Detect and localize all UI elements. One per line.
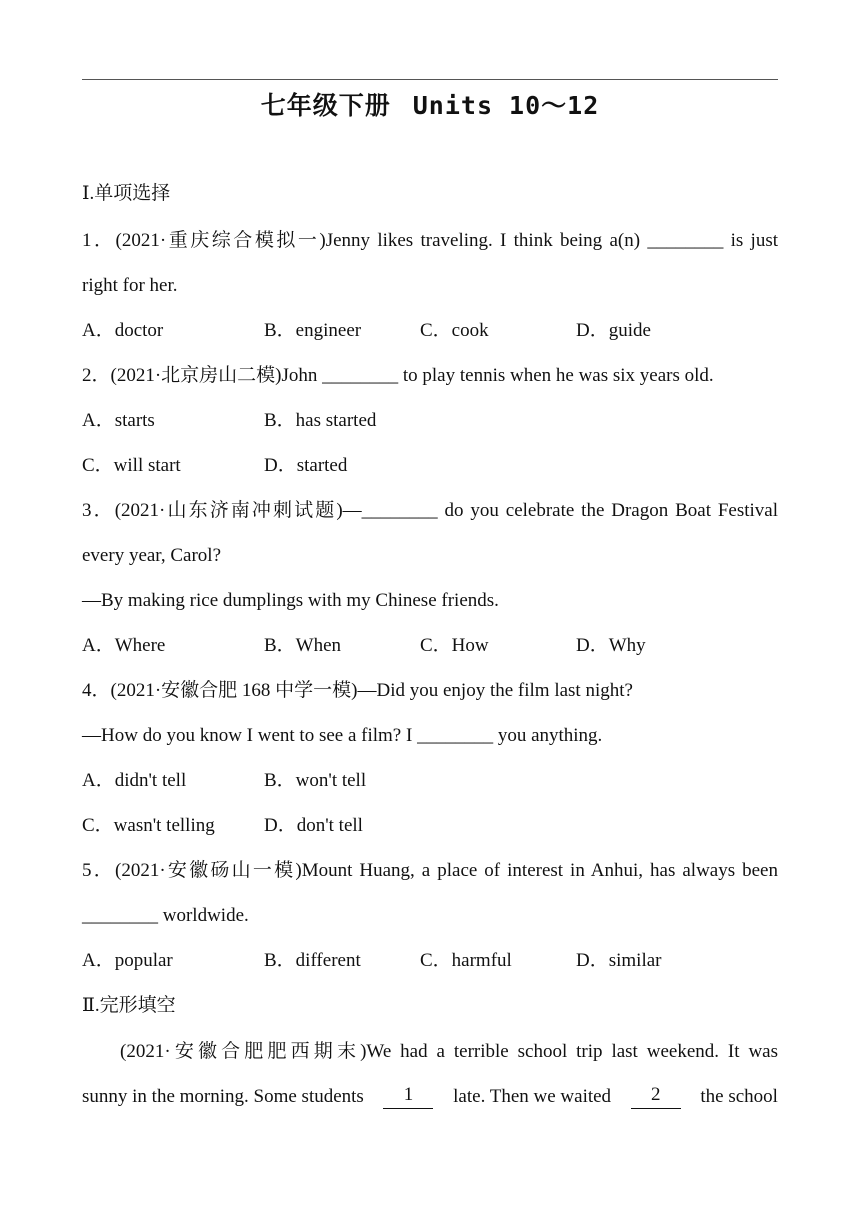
q5-stem-line1: 5．(2021·安徽砀山一模)Mount Huang, a place of interest in Anhui, has always been	[82, 860, 778, 881]
q1-stem-line2: right for her.	[82, 275, 178, 296]
q5-option-d[interactable]: D．similar	[576, 950, 662, 971]
q4-stem-line2: —How do you know I went to see a film? I ________ you anything.	[82, 725, 603, 746]
q2-stem-line1: 2．(2021·北京房山二模)John ________ to play tennis when he was six years old.	[82, 365, 714, 386]
q5-option-a[interactable]: A．popular	[82, 950, 173, 971]
cloze-text-a: sunny in the morning. Some students	[82, 1086, 364, 1107]
cloze-text-c: the school	[700, 1086, 778, 1107]
q2-option-a[interactable]: A．starts	[82, 410, 155, 431]
q4-option-c[interactable]: C．wasn't telling	[82, 815, 215, 836]
q3-option-a[interactable]: A．Where	[82, 635, 166, 656]
q1-option-c[interactable]: C．cook	[420, 320, 489, 341]
title-units: Units 10～12	[412, 91, 600, 120]
q3-stem-line3: —By making rice dumplings with my Chinese friends.	[82, 590, 499, 611]
q4-option-a[interactable]: A．didn't tell	[82, 770, 187, 791]
q4-option-d[interactable]: D．don't tell	[264, 815, 363, 836]
q3-option-c[interactable]: C．How	[420, 635, 489, 656]
q3-stem-line2: every year, Carol?	[82, 545, 222, 566]
q4-stem-line1: 4．(2021·安徽合肥 168 中学一模)—Did you enjoy the film last night?	[82, 680, 633, 701]
q5-option-c[interactable]: C．harmful	[420, 950, 512, 971]
cloze-paragraph-line2	[82, 1085, 778, 1109]
q5-stem-line2: ________ worldwide.	[82, 905, 249, 926]
cloze-text-b: late. Then we waited	[453, 1086, 612, 1107]
q1-option-b[interactable]: B．engineer	[264, 320, 362, 341]
q3-stem-line1: 3．(2021·山东济南冲刺试题)—________ do you celebrate the Dragon Boat Festival	[82, 500, 778, 521]
cloze-blank-2[interactable]: 2	[631, 1085, 681, 1109]
q2-option-d[interactable]: D．started	[264, 455, 348, 476]
title-chinese: 七年级下册	[260, 91, 391, 120]
q2-option-c[interactable]: C．will start	[82, 455, 181, 476]
q1-stem-line1: 1．(2021·重庆综合模拟一)Jenny likes traveling. I think being a(n) ________ is just	[82, 230, 778, 251]
section2-heading: Ⅱ.完形填空	[82, 995, 176, 1016]
q1-option-a[interactable]: A．doctor	[82, 320, 164, 341]
q3-option-b[interactable]: B．When	[264, 635, 342, 656]
q3-option-d[interactable]: D．Why	[576, 635, 646, 656]
q4-option-b[interactable]: B．won't tell	[264, 770, 367, 791]
page-title	[0, 86, 860, 122]
cloze-blank-1[interactable]: 1	[383, 1085, 433, 1109]
section1-heading: Ⅰ.单项选择	[82, 183, 171, 204]
q1-option-d[interactable]: D．guide	[576, 320, 651, 341]
q5-option-b[interactable]: B．different	[264, 950, 361, 971]
header-rule	[82, 79, 778, 80]
cloze-paragraph-line1: (2021·安徽合肥肥西期末)We had a terrible school trip last weekend. It was	[120, 1041, 778, 1062]
q2-option-b[interactable]: B．has started	[264, 410, 377, 431]
